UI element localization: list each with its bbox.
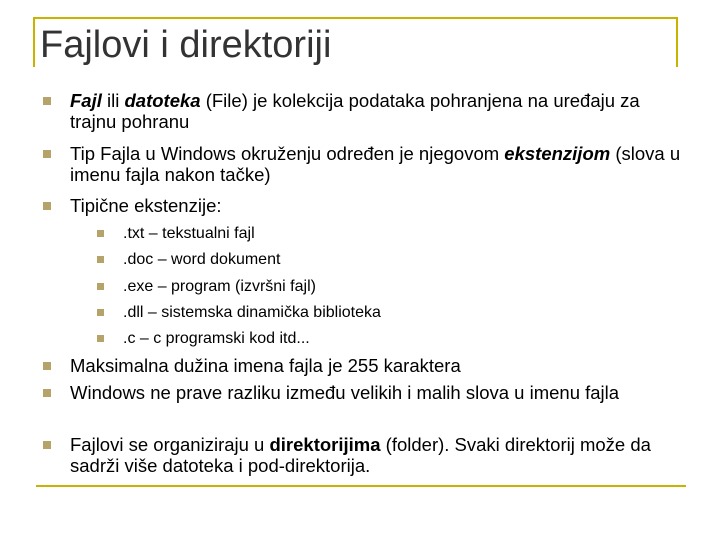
- square-bullet-icon: [43, 441, 51, 449]
- sub-bullet-dll: [123, 303, 683, 322]
- sub-bullet-text: .txt – tekstualni fajl: [123, 225, 255, 242]
- bullet-text: Windows ne prave razliku između velikih i malih slova u imenu fajla: [70, 382, 620, 403]
- bullet-text: Tip Fajla u Windows okruženju određen je njegovom ekstenzijom (slova u imenu fajla nakon tačke): [70, 143, 681, 185]
- bullet-file-definition: [70, 90, 690, 132]
- square-bullet-icon: [97, 230, 104, 237]
- content-frame-bottom: [36, 485, 686, 487]
- bullet-text: Tipične ekstenzije:: [70, 195, 222, 216]
- bullet-text: Maksimalna dužina imena fajla je 255 karaktera: [70, 355, 461, 376]
- title-frame-top: [33, 17, 678, 19]
- bullet-text: Fajlovi se organiziraju u direktorijima (folder). Svaki direktorij može da sadrži više datoteka i pod-direktorija.: [70, 434, 651, 476]
- square-bullet-icon: [97, 309, 104, 316]
- bullet-max-length: [70, 355, 690, 376]
- sub-bullet-text: .exe – program (izvršni fajl): [123, 278, 316, 295]
- bullet-file-type: [70, 143, 690, 185]
- bullet-text: Fajl ili datoteka (File) je kolekcija podataka pohranjena na uređaju za trajnu pohranu: [70, 90, 640, 132]
- bullet-case-insensitive: [70, 382, 690, 403]
- sub-bullet-doc: [123, 250, 683, 269]
- square-bullet-icon: [97, 335, 104, 342]
- sub-bullet-text: .c – c programski kod itd...: [123, 330, 310, 347]
- bullet-folders: [70, 434, 690, 476]
- bullet-typical-extensions: [70, 195, 690, 216]
- square-bullet-icon: [43, 202, 51, 210]
- square-bullet-icon: [43, 362, 51, 370]
- sub-bullet-c: [123, 329, 683, 348]
- sub-bullet-exe: [123, 277, 683, 296]
- square-bullet-icon: [43, 97, 51, 105]
- square-bullet-icon: [97, 283, 104, 290]
- sub-bullet-text: .dll – sistemska dinamička biblioteka: [123, 304, 381, 321]
- square-bullet-icon: [43, 150, 51, 158]
- title-frame-left: [33, 17, 35, 67]
- sub-bullet-txt: [123, 224, 683, 243]
- square-bullet-icon: [43, 389, 51, 397]
- slide-title: Fajlovi i direktoriji: [40, 24, 332, 66]
- sub-bullet-text: .doc – word dokument: [123, 251, 281, 268]
- square-bullet-icon: [97, 256, 104, 263]
- title-frame-right: [676, 17, 678, 67]
